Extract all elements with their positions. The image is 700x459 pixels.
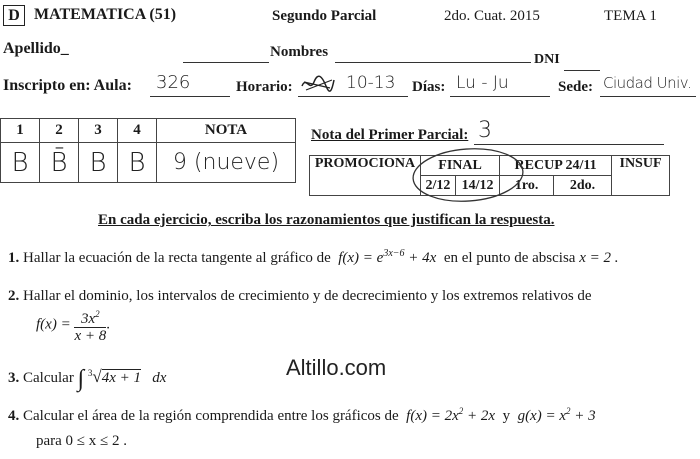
dni-label: DNI	[534, 52, 560, 67]
exercise-1-number: 1.	[8, 250, 20, 266]
exercise-2-function: f(x) = $\frac{3x^2}{x + 8}$ .	[36, 306, 110, 344]
exercise-4-g: $g(x) = x^2 + 3$	[513, 406, 596, 424]
exercise-1-function: $f(x) = e^{3x-6} + 4x$	[334, 248, 441, 266]
exercise-4-range: para 0 ≤ x ≤ 2 .	[36, 433, 128, 449]
promociona-header: PROMOCIONA	[310, 156, 421, 196]
term-label: 2do. Cuat. 2015	[444, 8, 540, 24]
grade-header-1: 1	[1, 119, 40, 143]
first-partial-label: Nota del Primer Parcial:	[311, 127, 469, 143]
apellido-label: Apellido_	[3, 40, 69, 57]
aula-field[interactable]	[150, 72, 230, 97]
exercise-1	[8, 248, 618, 267]
exercise-4-number: 4.	[8, 408, 20, 424]
exercise-2	[8, 288, 592, 305]
exercise-1-text: Hallar la ecuación de la recta tangente al gráfico de	[23, 250, 331, 266]
sede-label: Sede:	[558, 79, 593, 95]
recup-option-1[interactable]: 1ro.	[500, 176, 554, 196]
dias-field[interactable]	[450, 72, 550, 97]
tema-box: D	[3, 5, 25, 26]
first-partial-value: 3	[478, 118, 492, 143]
exercise-4-conj: y	[502, 408, 511, 424]
grade-cell-1[interactable]: B	[1, 143, 40, 183]
exercise-2-text: Hallar el dominio, los intervalos de crecimiento y de decrecimiento y los extremos relativos de	[23, 288, 592, 304]
exam-title: Segundo Parcial	[272, 8, 377, 24]
grade-header-4: 4	[118, 119, 157, 143]
apellido-field[interactable]	[183, 40, 269, 63]
exercise-3	[8, 366, 166, 393]
dni-field[interactable]	[564, 50, 600, 71]
horario-value: 10-13	[346, 73, 396, 93]
instructions: En cada ejercicio, escriba los razonamientos que justifican la respuesta.	[98, 212, 555, 228]
insuf-header: INSUF	[612, 156, 670, 196]
nombres-label: Nombres	[270, 44, 329, 60]
grade-header-3: 3	[79, 119, 118, 143]
aula-value: 326	[156, 72, 191, 93]
dias-label: Días:	[412, 79, 446, 95]
final-date-1[interactable]: 2/12	[421, 176, 456, 196]
inscripto-label: Inscripto en: Aula:	[3, 77, 132, 94]
exercise-4	[8, 406, 596, 425]
watermark: Altillo.com	[286, 355, 387, 380]
exercise-3-number: 3.	[8, 370, 20, 386]
final-header: FINAL	[421, 156, 500, 176]
sede-value: Ciudad Univ.	[603, 74, 692, 92]
exercise-1-point: x = 2 .	[579, 250, 619, 266]
horario-field[interactable]	[298, 72, 408, 97]
nombres-field[interactable]	[335, 40, 531, 63]
dias-value: Lu - Ju	[456, 73, 509, 93]
exercise-3-text: Calcular	[23, 370, 74, 386]
final-date-2[interactable]: 14/12	[455, 176, 499, 196]
course-title: MATEMATICA (51)	[34, 6, 177, 23]
first-partial-field[interactable]	[474, 120, 664, 145]
sede-field[interactable]	[600, 72, 696, 97]
recup-header: RECUP 24/11	[500, 156, 612, 176]
grade-cell-nota[interactable]: 9 (nueve)	[157, 143, 296, 183]
grade-cell-2[interactable]: B̄	[40, 143, 79, 183]
exercise-2-number: 2.	[8, 288, 20, 304]
tema-label: TEMA 1	[604, 8, 657, 24]
grade-cell-4[interactable]: B	[118, 143, 157, 183]
circle-mark-icon	[408, 145, 528, 205]
grade-header-nota: NOTA	[157, 119, 296, 143]
exercise-1-text-b: en el punto de abscisa	[443, 250, 576, 266]
grade-cell-3[interactable]: B	[79, 143, 118, 183]
grade-table	[0, 118, 296, 183]
scribble-icon	[300, 74, 336, 94]
grade-header-2: 2	[40, 119, 79, 143]
recup-option-2[interactable]: 2do.	[554, 176, 612, 196]
exercise-4-f: $f(x) = 2x^2 + 2x$	[402, 406, 499, 424]
exercise-4-text: Calcular el área de la región comprendida entre los gráficos de	[23, 408, 399, 424]
horario-label: Horario:	[236, 79, 293, 95]
integral-expression: ∫ $^3$√4x + 1 dx	[77, 366, 167, 392]
